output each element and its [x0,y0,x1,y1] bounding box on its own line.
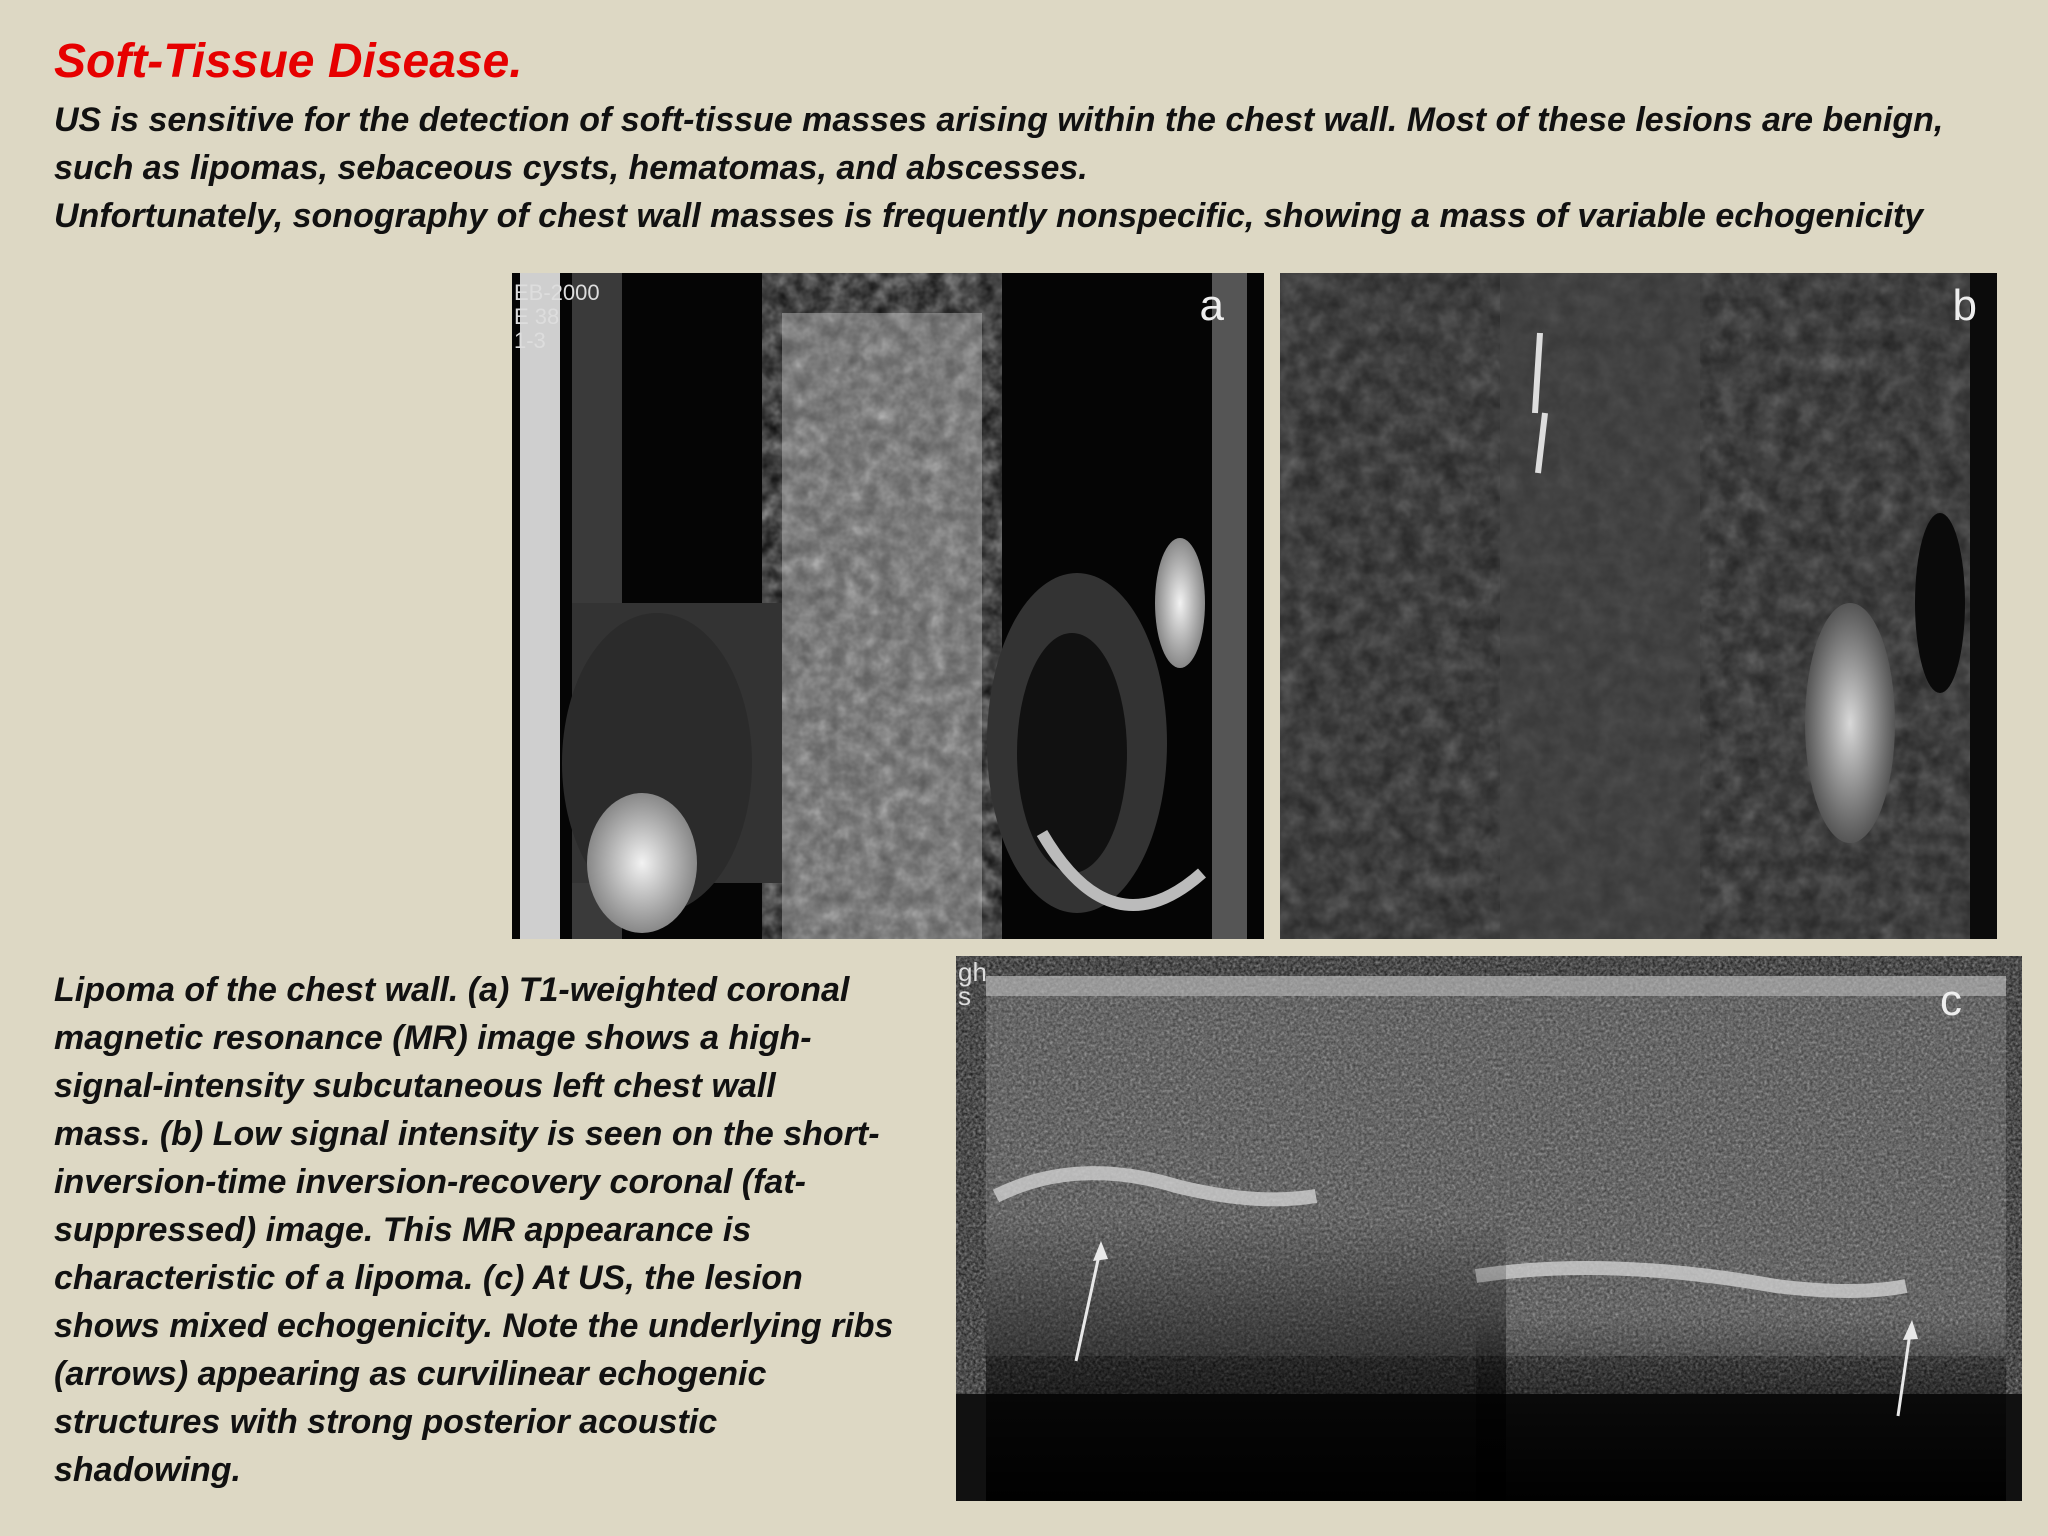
intro-line: Unfortunately, sonography of chest wall masses is frequently nonspecific, showing a mass of variable echogenicity [54,197,1924,235]
intro-line: US is sensitive for the detection of soft-tissue masses arising within the chest wall. Most of these lesions are benign, [54,101,1944,139]
caption-line: (arrows) appearing as curvilinear echogenic [54,1355,767,1393]
ultrasound-image-c-graphic [956,956,2022,1501]
mr-image-b-graphic [1280,273,1997,939]
panel-label-b: b [1952,281,1977,330]
caption-line: magnetic resonance (MR) image shows a high- [54,1019,812,1057]
caption-line: characteristic of a lipoma. (c) At US, the lesion [54,1259,803,1297]
panel-label-c: c [1940,976,1962,1025]
caption-line: mass. (b) Low signal intensity is seen on the short- [54,1115,880,1153]
caption-line: suppressed) image. This MR appearance is [54,1211,752,1249]
ultrasound-image-c [956,956,2022,1501]
caption-line: structures with strong posterior acoustic [54,1403,718,1441]
scanner-overlay-text: gh s [958,957,987,1011]
panel-label-a: a [1199,281,1224,330]
caption-line: signal-intensity subcutaneous left chest wall [54,1067,776,1105]
mr-image-a [512,273,1264,939]
caption-line: shadowing. [54,1451,241,1489]
mr-image-a-graphic [512,273,1264,939]
intro-line: such as lipomas, sebaceous cysts, hematomas, and abscesses. [54,149,1088,187]
mr-image-b [1280,273,1997,939]
slide-title: Soft-Tissue Disease. [54,35,523,88]
figure-caption [54,966,924,1494]
scanner-overlay-text: EB-2000 E 38 1-3 [514,280,600,353]
caption-line: shows mixed echogenicity. Note the underlying ribs [54,1307,894,1345]
caption-line: inversion-time inversion-recovery coronal (fat- [54,1163,806,1201]
caption-line: Lipoma of the chest wall. (a) T1-weighted coronal [54,971,850,1009]
intro-text [54,96,2014,240]
